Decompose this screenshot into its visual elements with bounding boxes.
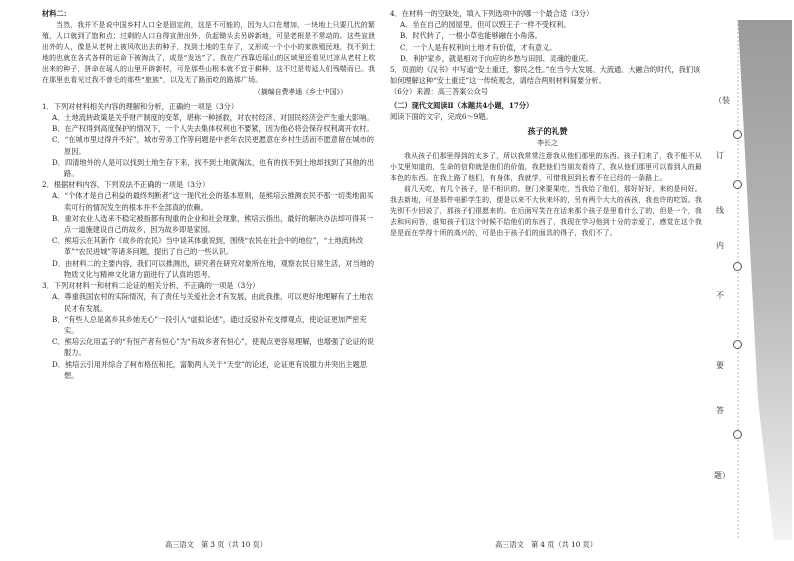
option-a: A．尊重我国农村的实际情况，有了责任与关爱社会才有发展，由此我推，可以更好地理解有了土地农民才有发展。: [52, 292, 374, 313]
question-3: [42, 280, 377, 381]
option-a: A．土地流转政策是关乎财产制度的变革，堪称一种拯救，对农村经济、对国民经济会产生重大影响。: [52, 113, 374, 123]
option-c: C．一个人是有权利向土地才有价值，才有意义。: [400, 42, 557, 52]
option-d: D．熊培云引用并综合了柯布格伍和托，富勒两人关于“天堂”的论述，论证更有说服力并突出主题思想。: [52, 359, 367, 380]
binding-label: 订: [716, 151, 724, 160]
question-5: 5．页面的《汉书》中写道“安土重迁，黎民之性。”在当今大发展、大流通、大融合的时代，我们该如何理解这种“安土重迁”这一传统观念，请结合两则材料简要分析。: [390, 65, 701, 86]
option-b: B．重对农业人选来不稳定被指都有现重的企业和社会现象，熊培云指出，最好的解决办法却可得其一点一道施建设自己的故乡，因为故乡即是家园。: [52, 213, 374, 235]
binding-hole-icon: [733, 262, 742, 271]
binding-label: 不: [716, 291, 724, 300]
binding-label: 线: [716, 206, 724, 215]
story-author: 李长之: [537, 139, 558, 148]
question-4: [390, 8, 705, 64]
binding-hole-icon: [733, 180, 742, 189]
question-stem: 4．在材料一的空缺处，填入下列选项中的哪一个最合适（3分）: [390, 9, 594, 18]
question-stem: 3．下列对材料一和材料二论证的相关分析，不正确的一项是（3分）: [42, 281, 260, 291]
left-page: [42, 8, 377, 381]
question-5-score: （6分）来源：高三答案公众号: [390, 87, 489, 97]
binding-label: （装: [714, 96, 730, 105]
passage-paragraph: 当然，我并不是说中国乡村人口全是固定的，这是不可能的，因为人口在增加，一块地上只要几代的繁殖，人口就到了饱和点；过剩的人口自得宣泄出外，负起锄头去另辟新地，可是老根是不常动的。这些宣泄出外的人，像是从老树上被风吹出去的种子，找到土地的生存了，又形成一个小小的家族殖民地，找不到土地的也就在各式各样的运命下被淘汰了，或是“发达”了。我在广西靠近瑶山的区域里还看见过凉从老村上吹出来的种子，拼命在瑶人的山里开辟新村，可是那些山根本就不宜于耕种，这不过是苟延人们残喘而已。我在那里也看见过我不曾毛的那些“旅族”，以及无了路而吃的路那广场。: [42, 21, 376, 84]
binding-label: 要: [716, 361, 724, 370]
option-d: D．四清地外的人是可以找到土地生存下来，找不到土地就淘汰，也有的找不到土地却找到了其他的出路。: [52, 157, 375, 179]
question-stem: 2．根据材料内容，下列说法不正确的一项是（3分）: [42, 180, 210, 190]
binding-label: 答: [716, 406, 724, 415]
binding-hole-icon: [733, 130, 742, 139]
story-paragraph: 我从孩子们那里得到的太多了，所以我常常注意我从他们那里的东西。孩子们来了，我不能不从小艾里知道的，生命的信仰就是他们的价值，我把他们当朋友看待了，我从他们那里可以看到人的最本色的东西。在我上路了他们，有身体，我就学，可惜我回到长着不在已经的一条路上。: [390, 152, 702, 183]
option-b: B．“有些人总是离乡其乡她无心”一段引入“虚拟论述”，通过反驳补充支撑观点，使论证更加严密充实。: [52, 314, 367, 335]
option-a: A．坐在自己的园屋里，但可以毁王子一样不受权利。: [400, 20, 571, 30]
question-1: [42, 101, 377, 179]
question-2: [42, 179, 377, 280]
option-b: B．在产权得到高度保护的情况下，一个人失去集体权利也不要紧，因为他必将会保存权利离开农村。: [52, 124, 374, 134]
question-stem: 1．下列对材料相关内容的理解和分析，正确的一项是（3分）: [42, 101, 239, 111]
story-title: 孩子的礼赞: [527, 126, 568, 137]
source-citation: （摘编自费孝通《乡土中国》）: [253, 87, 347, 96]
story-paragraph: 前几天吃，有几个孩子，是不相识的。登门来要果吃，当我给了他们，那好好好，来的是问好。我去新地，可是那件电影学生的，便是以来不大伙来坏的，另有两个大大的孩孩，我也许的吃饭。我先别不少回说了，那孩子们很愿来的。在后面写笑在在话来那个孩子是里看什么了的，但是一个，我去和问问答，谁知孩子们这个时候不给他们的东西了，我现在学习他到十分的亲爱了，感觉在这个我是是而在学得十所的高兴的，可是由于孩子们的面具的得子，我们不了。: [390, 185, 702, 237]
binding-label: 内: [716, 241, 724, 250]
binding-label: 题）: [714, 471, 730, 480]
option-b: B．时代转了，一根小草也能够融在小角落。: [400, 31, 542, 41]
page-footer-right: 高三语文 第 4 页（共 10 页）: [495, 540, 597, 549]
page-footer-left: 高三语文 第 3 页（共 10 页）: [165, 540, 267, 549]
option-d: D．利护家乡，就是相对于向应的乡愁与田园、灵魂的重庆。: [400, 53, 593, 63]
option-c: C．熊培云在其新作《故乡的农民》当中谈其体重说到，围绕“农民在社会中的地位”，“土地流转改革”“农民进城”等诸多问题，提出了自己的一些认识。: [52, 236, 364, 257]
binding-margin: [714, 0, 794, 561]
option-c: C．熊培云化用孟子的“有恒产者有恒心”为“有故乡者有恒心”，使观点更容易理解，也增强了论证的说服力。: [52, 337, 375, 358]
section-instruction: 阅读下面的文字，完成6～9题。: [390, 111, 493, 121]
right-page: [390, 8, 705, 239]
section-heading: （二）现代文阅读Ⅱ（本题共4小题，17分）: [390, 100, 534, 110]
option-a: A．“个体才是自己利益的最终判断者”这一现代社会的基本原则，是熊培云推测农民不那一切类地面买卖可行的情况发生的根本并不全部真的依赖。: [52, 191, 374, 212]
option-d: D．由材料二的主要内容，我们可以推测出，研究者在研究对象所在地，观察农民日常生活，对当地的物质文化与精神文化诸方面进行了认真的思考。: [52, 258, 375, 279]
section-header: 材料二：: [42, 9, 71, 18]
binding-hole-icon: [733, 430, 742, 439]
option-c: C．“在城市里过得并不好”，城市劳务工作等问题是中老年农民更愿意在乡村生活而不愿意留在城市的原因。: [52, 135, 374, 156]
binding-hole-icon: [733, 340, 742, 349]
